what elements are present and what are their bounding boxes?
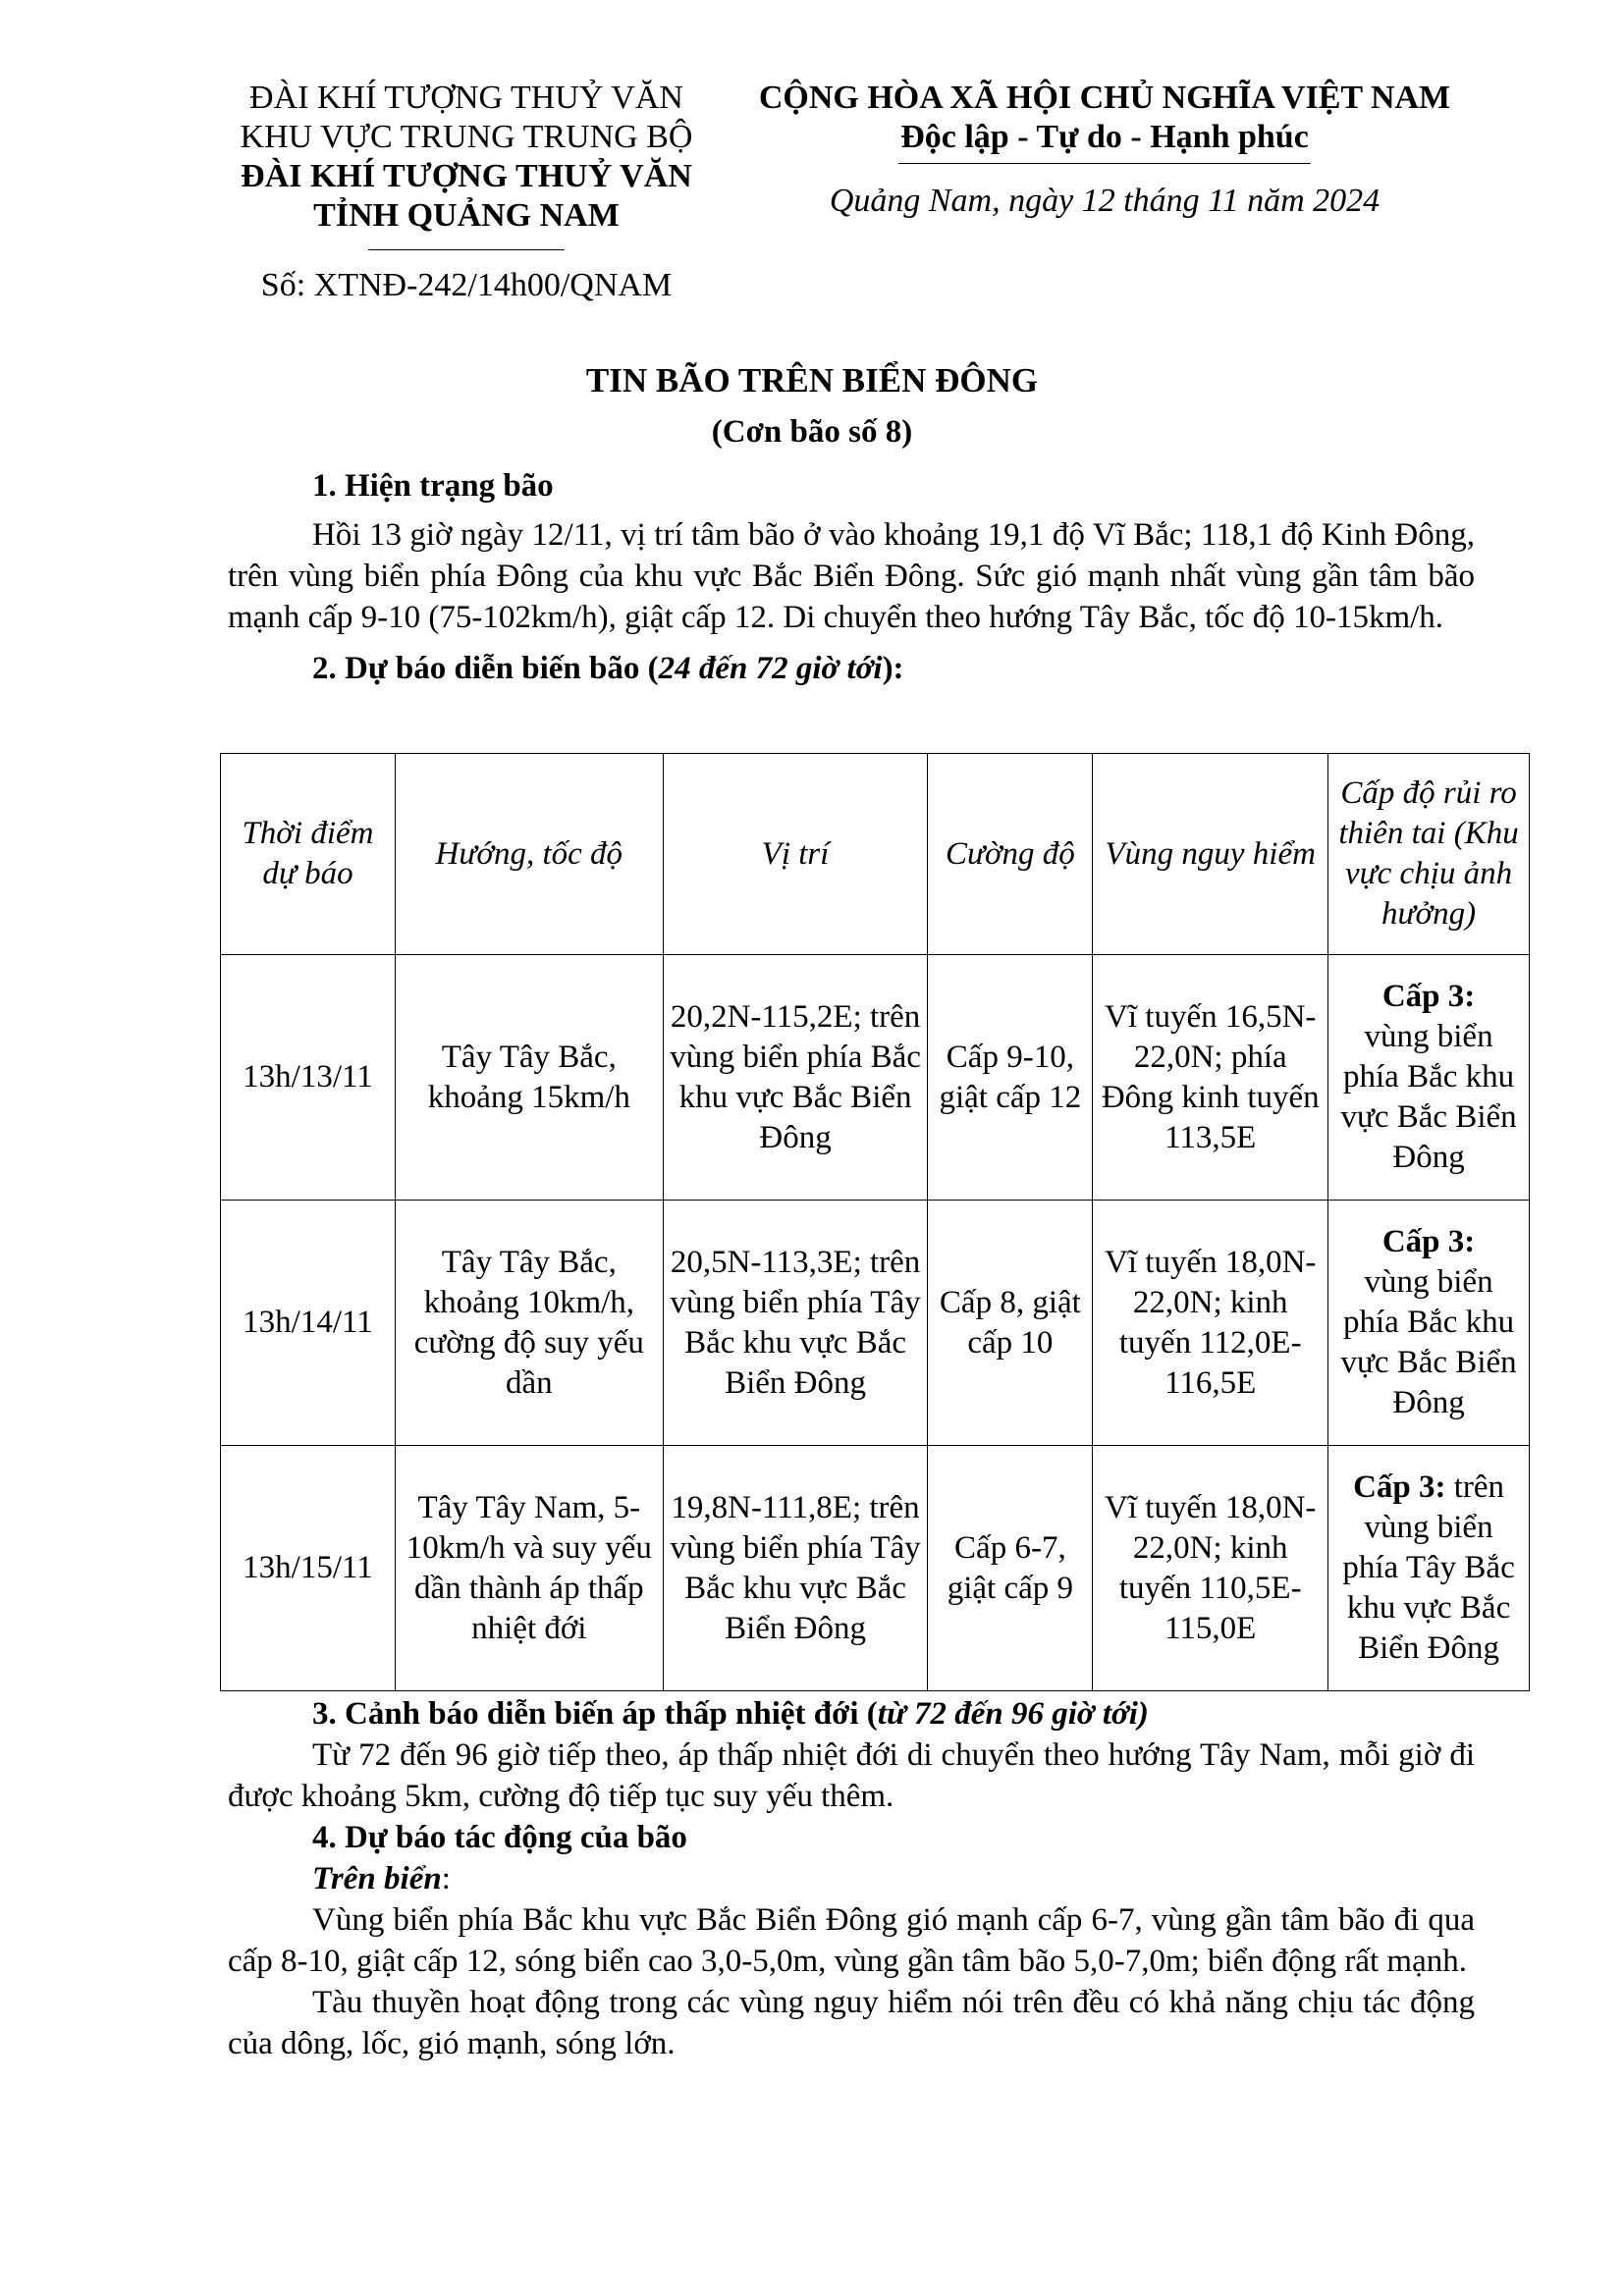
- agency-header: [211, 79, 722, 305]
- section-2-heading-end: ):: [882, 651, 904, 686]
- sea-subheading-text: Trên biển: [312, 1861, 442, 1896]
- section-1: [228, 465, 1475, 689]
- risk-level-label: Cấp 3:: [1381, 1224, 1476, 1259]
- risk-level-label: Cấp 3:: [1353, 1469, 1446, 1505]
- risk-level-label: Cấp 3:: [1381, 979, 1476, 1014]
- header-danger-zone: Vùng nguy hiểm: [1093, 754, 1328, 955]
- section-4-para-1: Vùng biển phía Bắc khu vực Bắc Biển Đông gió mạnh cấp 6-7, vùng gần tâm bão đi qua cấp 8-10, giật cấp 12, sóng biển cao 3,0-5,0m, vùng gần tâm bão 5,0-7,0m; biển động rất mạnh.: [228, 1902, 1475, 1979]
- table-row: [221, 1446, 1530, 1691]
- header-risk-level: Cấp độ rủi ro thiên tai (Khu vực chịu ảnh hưởng): [1328, 754, 1530, 955]
- cell-danger-zone: Vĩ tuyến 16,5N-22,0N; phía Đông kinh tuyến 113,5E: [1093, 955, 1328, 1201]
- section-3-text: Từ 72 đến 96 giờ tiếp theo, áp thấp nhiệt đới di chuyển theo hướng Tây Nam, mỗi giờ đi được khoảng 5km, cường độ tiếp tục suy yếu thêm.: [228, 1737, 1475, 1814]
- agency-line-4: TỈNH QUẢNG NAM: [313, 197, 620, 234]
- section-2-heading-text: 2. Dự báo diễn biến bão (: [312, 651, 659, 686]
- cell-intensity: Cấp 6-7, giật cấp 9: [928, 1446, 1093, 1691]
- agency-line-2: KHU VỰC TRUNG TRUNG BỘ: [240, 119, 693, 155]
- agency-line-3: ĐÀI KHÍ TƯỢNG THUỶ VĂN: [241, 158, 692, 194]
- cell-intensity: Cấp 9-10, giật cấp 12: [928, 955, 1093, 1201]
- national-header: [727, 79, 1483, 221]
- section-1-text: Hồi 13 giờ ngày 12/11, vị trí tâm bão ở vào khoảng 19,1 độ Vĩ Bắc; 118,1 độ Kinh Đông, trên vùng biển phía Đông của khu vực Bắc Biển Đông. Sức gió mạnh nhất vùng gần tâm bão mạnh cấp 9-10 (75-102km/h), giật cấp 12. Di chuyển theo hướng Tây Bắc, tốc độ 10-15km/h.: [228, 517, 1475, 635]
- cell-time: 13h/14/11: [221, 1201, 396, 1446]
- sea-subheading-colon: :: [441, 1861, 451, 1896]
- cell-position: 20,2N-115,2E; trên vùng biển phía Bắc khu vực Bắc Biển Đông: [663, 955, 928, 1201]
- header-intensity: Cường độ: [928, 754, 1093, 955]
- section-3-heading-italic: từ 72 đến 96 giờ tới): [877, 1696, 1149, 1732]
- section-2-heading-italic: 24 đến 72 giờ tới: [658, 651, 883, 686]
- national-motto: Độc lập - Tự do - Hạnh phúc: [900, 119, 1309, 155]
- document-subtitle: (Cơn bão số 8): [711, 414, 913, 450]
- cell-intensity: Cấp 8, giật cấp 10: [928, 1201, 1093, 1446]
- risk-area: vùng biển phía Bắc khu vực Bắc Biển Đông: [1340, 1019, 1517, 1175]
- cell-risk: [1328, 955, 1530, 1201]
- national-divider: [898, 163, 1311, 164]
- section-3-heading-text: 3. Cảnh báo diễn biến áp thấp nhiệt đới (: [312, 1696, 878, 1732]
- header-direction-speed: Hướng, tốc độ: [395, 754, 663, 955]
- cell-direction: Tây Tây Bắc, khoảng 15km/h: [395, 955, 663, 1201]
- cell-direction: Tây Tây Nam, 5-10km/h và suy yếu dần thành áp thấp nhiệt đới: [395, 1446, 663, 1691]
- table-row: [221, 955, 1530, 1201]
- agency-line-1: ĐÀI KHÍ TƯỢNG THUỶ VĂN: [249, 80, 683, 116]
- document-title: TIN BÃO TRÊN BIỂN ĐÔNG: [585, 361, 1039, 400]
- national-title: CỘNG HÒA XÃ HỘI CHỦ NGHĨA VIỆT NAM: [758, 80, 1451, 116]
- document-number: Số: XTNĐ-242/14h00/QNAM: [260, 267, 673, 303]
- cell-direction: Tây Tây Bắc, khoảng 10km/h, cường độ suy yếu dần: [395, 1201, 663, 1446]
- header-forecast-time: Thời điểm dự báo: [221, 754, 396, 955]
- agency-divider: [368, 249, 565, 250]
- forecast-table: [220, 753, 1530, 1691]
- cell-risk: [1328, 1446, 1530, 1691]
- risk-area: vùng biển phía Bắc khu vực Bắc Biển Đông: [1340, 1264, 1517, 1420]
- cell-danger-zone: Vĩ tuyến 18,0N-22,0N; kinh tuyến 112,0E-116,5E: [1093, 1201, 1328, 1446]
- cell-time: 13h/13/11: [221, 955, 396, 1201]
- cell-risk: [1328, 1201, 1530, 1446]
- section-1-heading: 1. Hiện trạng bão: [312, 468, 554, 504]
- cell-danger-zone: Vĩ tuyến 18,0N-22,0N; kinh tuyến 110,5E-115,0E: [1093, 1446, 1328, 1691]
- document-date: Quảng Nam, ngày 12 tháng 11 năm 2024: [829, 183, 1380, 219]
- section-2-heading: [228, 648, 1475, 689]
- cell-time: 13h/15/11: [221, 1446, 396, 1691]
- section-4-subheading: [228, 1858, 1475, 1899]
- section-3-heading: [228, 1693, 1475, 1735]
- cell-position: 19,8N-111,8E; trên vùng biển phía Tây Bắc khu vực Bắc Biển Đông: [663, 1446, 928, 1691]
- header-position: Vị trí: [663, 754, 928, 955]
- forecast-table-header-row: [221, 754, 1530, 955]
- cell-position: 20,5N-113,3E; trên vùng biển phía Tây Bắc khu vực Bắc Biển Đông: [663, 1201, 928, 1446]
- risk-area: trên vùng biển phía Tây Bắc khu vực Bắc Biển Đông: [1342, 1469, 1515, 1666]
- section-4-heading: 4. Dự báo tác động của bão: [312, 1820, 687, 1855]
- table-row: [221, 1201, 1530, 1446]
- section-3-4: [228, 1693, 1475, 2064]
- section-4-para-2: Tàu thuyền hoạt động trong các vùng nguy hiểm nói trên đều có khả năng chịu tác động của dông, lốc, gió mạnh, sóng lớn.: [228, 1985, 1475, 2061]
